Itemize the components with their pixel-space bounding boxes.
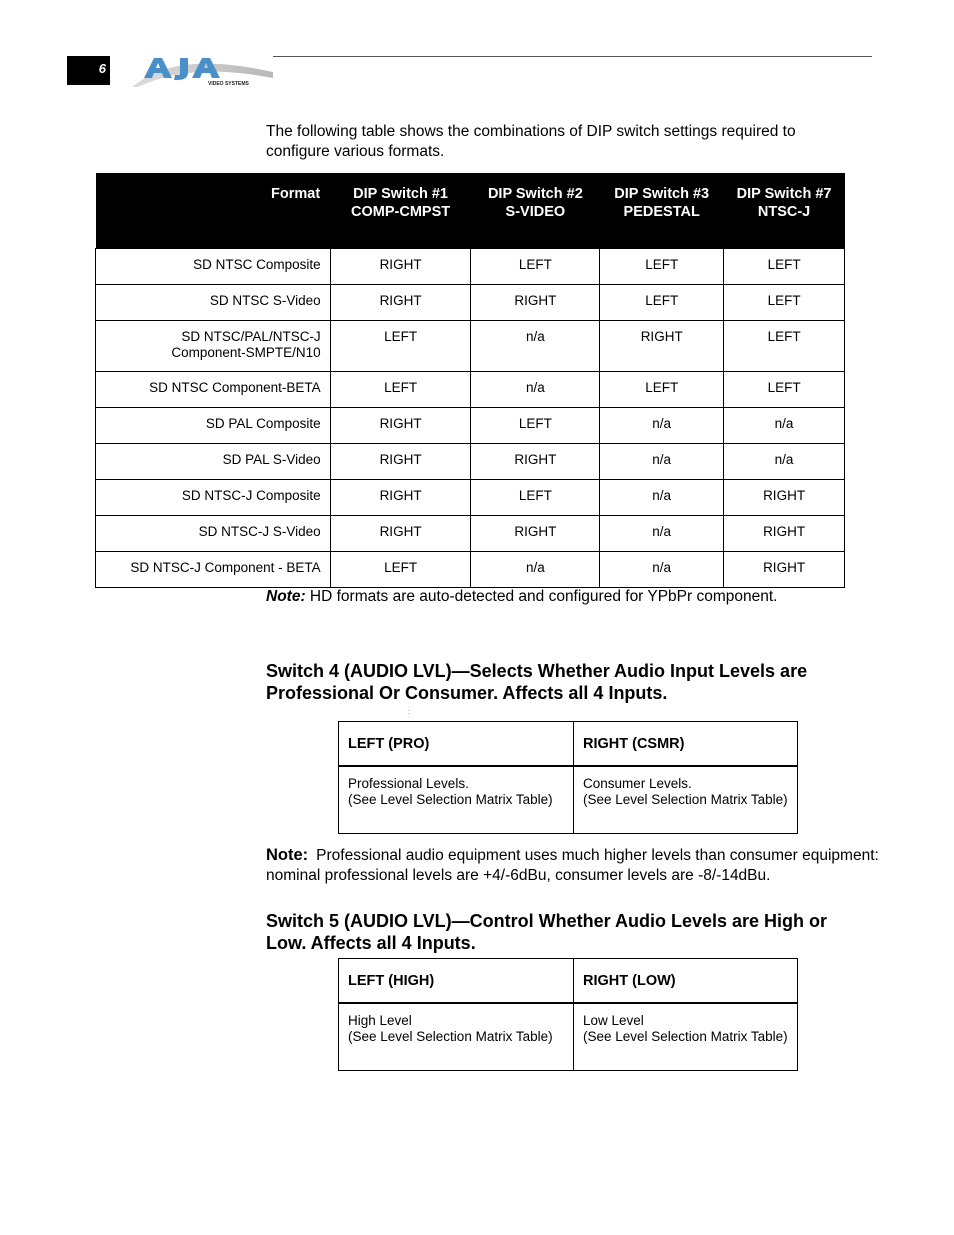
audio-levels-note xyxy=(266,846,886,885)
note-text: Professional audio equipment uses much higher levels than consumer equipment: nominal professional levels are +4/-6dBu, consumer levels are -8/-14dBu. xyxy=(266,847,879,884)
format-name-cell: SD NTSC Component-BETA xyxy=(96,372,331,408)
header-cell: DIP Switch #7 NTSC-J xyxy=(724,173,845,249)
switch-setting-cell: LEFT xyxy=(330,372,471,408)
switch-setting-cell: n/a xyxy=(600,444,724,480)
switch-setting-cell: LEFT xyxy=(471,408,600,444)
switch-setting-cell: LEFT xyxy=(600,372,724,408)
switch-setting-cell: LEFT xyxy=(724,372,845,408)
format-table xyxy=(95,173,845,588)
format-name-cell: SD NTSC-J Component - BETA xyxy=(96,552,331,588)
switch4-right-cell: Consumer Levels. (See Level Selection Matrix Table) xyxy=(574,766,798,834)
switch5-left-header: LEFT (HIGH) xyxy=(339,959,574,1004)
switch-setting-cell: RIGHT xyxy=(330,516,471,552)
switch-setting-cell: RIGHT xyxy=(330,285,471,321)
switch4-table xyxy=(338,721,798,834)
format-name-cell: SD PAL Composite xyxy=(96,408,331,444)
switch-setting-cell: n/a xyxy=(471,321,600,372)
note-text: HD formats are auto-detected and configured for YPbPr component. xyxy=(305,588,778,605)
logo-subtext: VIDEO SYSTEMS xyxy=(208,81,249,87)
switch4-heading: Switch 4 (AUDIO LVL)—Selects Whether Audio Input Levels are Professional Or Consumer. Affects all 4 Inputs. xyxy=(266,661,808,703)
switch-setting-cell: RIGHT xyxy=(471,285,600,321)
switch-setting-cell: LEFT xyxy=(724,321,845,372)
note-label: Note: xyxy=(266,846,309,864)
format-name-cell: SD NTSC Composite xyxy=(96,249,331,285)
switch-setting-cell: n/a xyxy=(600,552,724,588)
switch-setting-cell: RIGHT xyxy=(724,480,845,516)
switch-setting-cell: RIGHT xyxy=(600,321,724,372)
header-cell: DIP Switch #1 COMP-CMPST xyxy=(330,173,471,249)
page-number: 6 xyxy=(67,56,110,85)
switch4-left-header: LEFT (PRO) xyxy=(339,722,574,767)
switch4-left-cell: Professional Levels. (See Level Selection Matrix Table) xyxy=(339,766,574,834)
switch-setting-cell: RIGHT xyxy=(724,552,845,588)
aja-logo xyxy=(130,54,275,90)
switch-setting-cell: RIGHT xyxy=(330,408,471,444)
switch-setting-cell: n/a xyxy=(600,408,724,444)
switch-setting-cell: RIGHT xyxy=(471,444,600,480)
header-rule xyxy=(273,56,872,57)
switch5-right-header: RIGHT (LOW) xyxy=(574,959,798,1004)
header-cell: DIP Switch #3 PEDESTAL xyxy=(600,173,724,249)
table-row xyxy=(96,321,845,372)
switch-setting-cell: RIGHT xyxy=(330,444,471,480)
table-row xyxy=(96,408,845,444)
table-row xyxy=(96,249,845,285)
table-row xyxy=(96,480,845,516)
switch4-right-header: RIGHT (CSMR) xyxy=(574,722,798,767)
switch-setting-cell: RIGHT xyxy=(330,249,471,285)
switch5-table xyxy=(338,958,798,1071)
switch-setting-cell: LEFT xyxy=(724,249,845,285)
table-row xyxy=(96,516,845,552)
format-name-cell: SD NTSC-J Composite xyxy=(96,480,331,516)
format-table-header xyxy=(96,173,845,249)
switch-setting-cell: LEFT xyxy=(330,552,471,588)
switch5-heading: Switch 5 (AUDIO LVL)—Control Whether Audio Levels are High or Low. Affects all 4 Inputs. xyxy=(266,911,828,953)
switch-setting-cell: RIGHT xyxy=(724,516,845,552)
format-name-cell: SD PAL S-Video xyxy=(96,444,331,480)
table-row xyxy=(96,285,845,321)
switch-setting-cell: n/a xyxy=(600,480,724,516)
switch-setting-cell: n/a xyxy=(600,516,724,552)
switch-setting-cell: n/a xyxy=(471,372,600,408)
switch-setting-cell: LEFT xyxy=(600,285,724,321)
format-name-cell: SD NTSC/PAL/NTSC-J Component-SMPTE/N10 xyxy=(96,321,331,372)
intro-paragraph: The following table shows the combinations of DIP switch settings required to configure various formats. xyxy=(266,123,796,160)
table-row xyxy=(96,372,845,408)
header-cell: DIP Switch #2 S-VIDEO xyxy=(471,173,600,249)
switch-setting-cell: n/a xyxy=(724,408,845,444)
switch-setting-cell: LEFT xyxy=(471,249,600,285)
header-cell: Format xyxy=(96,173,331,249)
format-name-cell: SD NTSC-J S-Video xyxy=(96,516,331,552)
switch-setting-cell: RIGHT xyxy=(330,480,471,516)
switch-setting-cell: LEFT xyxy=(724,285,845,321)
format-name-cell: SD NTSC S-Video xyxy=(96,285,331,321)
table-row xyxy=(96,552,845,588)
stray-mark: : xyxy=(408,709,410,716)
switch-setting-cell: n/a xyxy=(471,552,600,588)
switch-setting-cell: LEFT xyxy=(471,480,600,516)
hd-note xyxy=(266,588,777,606)
switch-setting-cell: RIGHT xyxy=(471,516,600,552)
table-row xyxy=(96,444,845,480)
switch-setting-cell: LEFT xyxy=(330,321,471,372)
switch-setting-cell: LEFT xyxy=(600,249,724,285)
switch5-left-cell: High Level (See Level Selection Matrix Table) xyxy=(339,1003,574,1071)
switch5-right-cell: Low Level (See Level Selection Matrix Table) xyxy=(574,1003,798,1071)
note-label: Note: xyxy=(266,588,306,605)
switch-setting-cell: n/a xyxy=(724,444,845,480)
